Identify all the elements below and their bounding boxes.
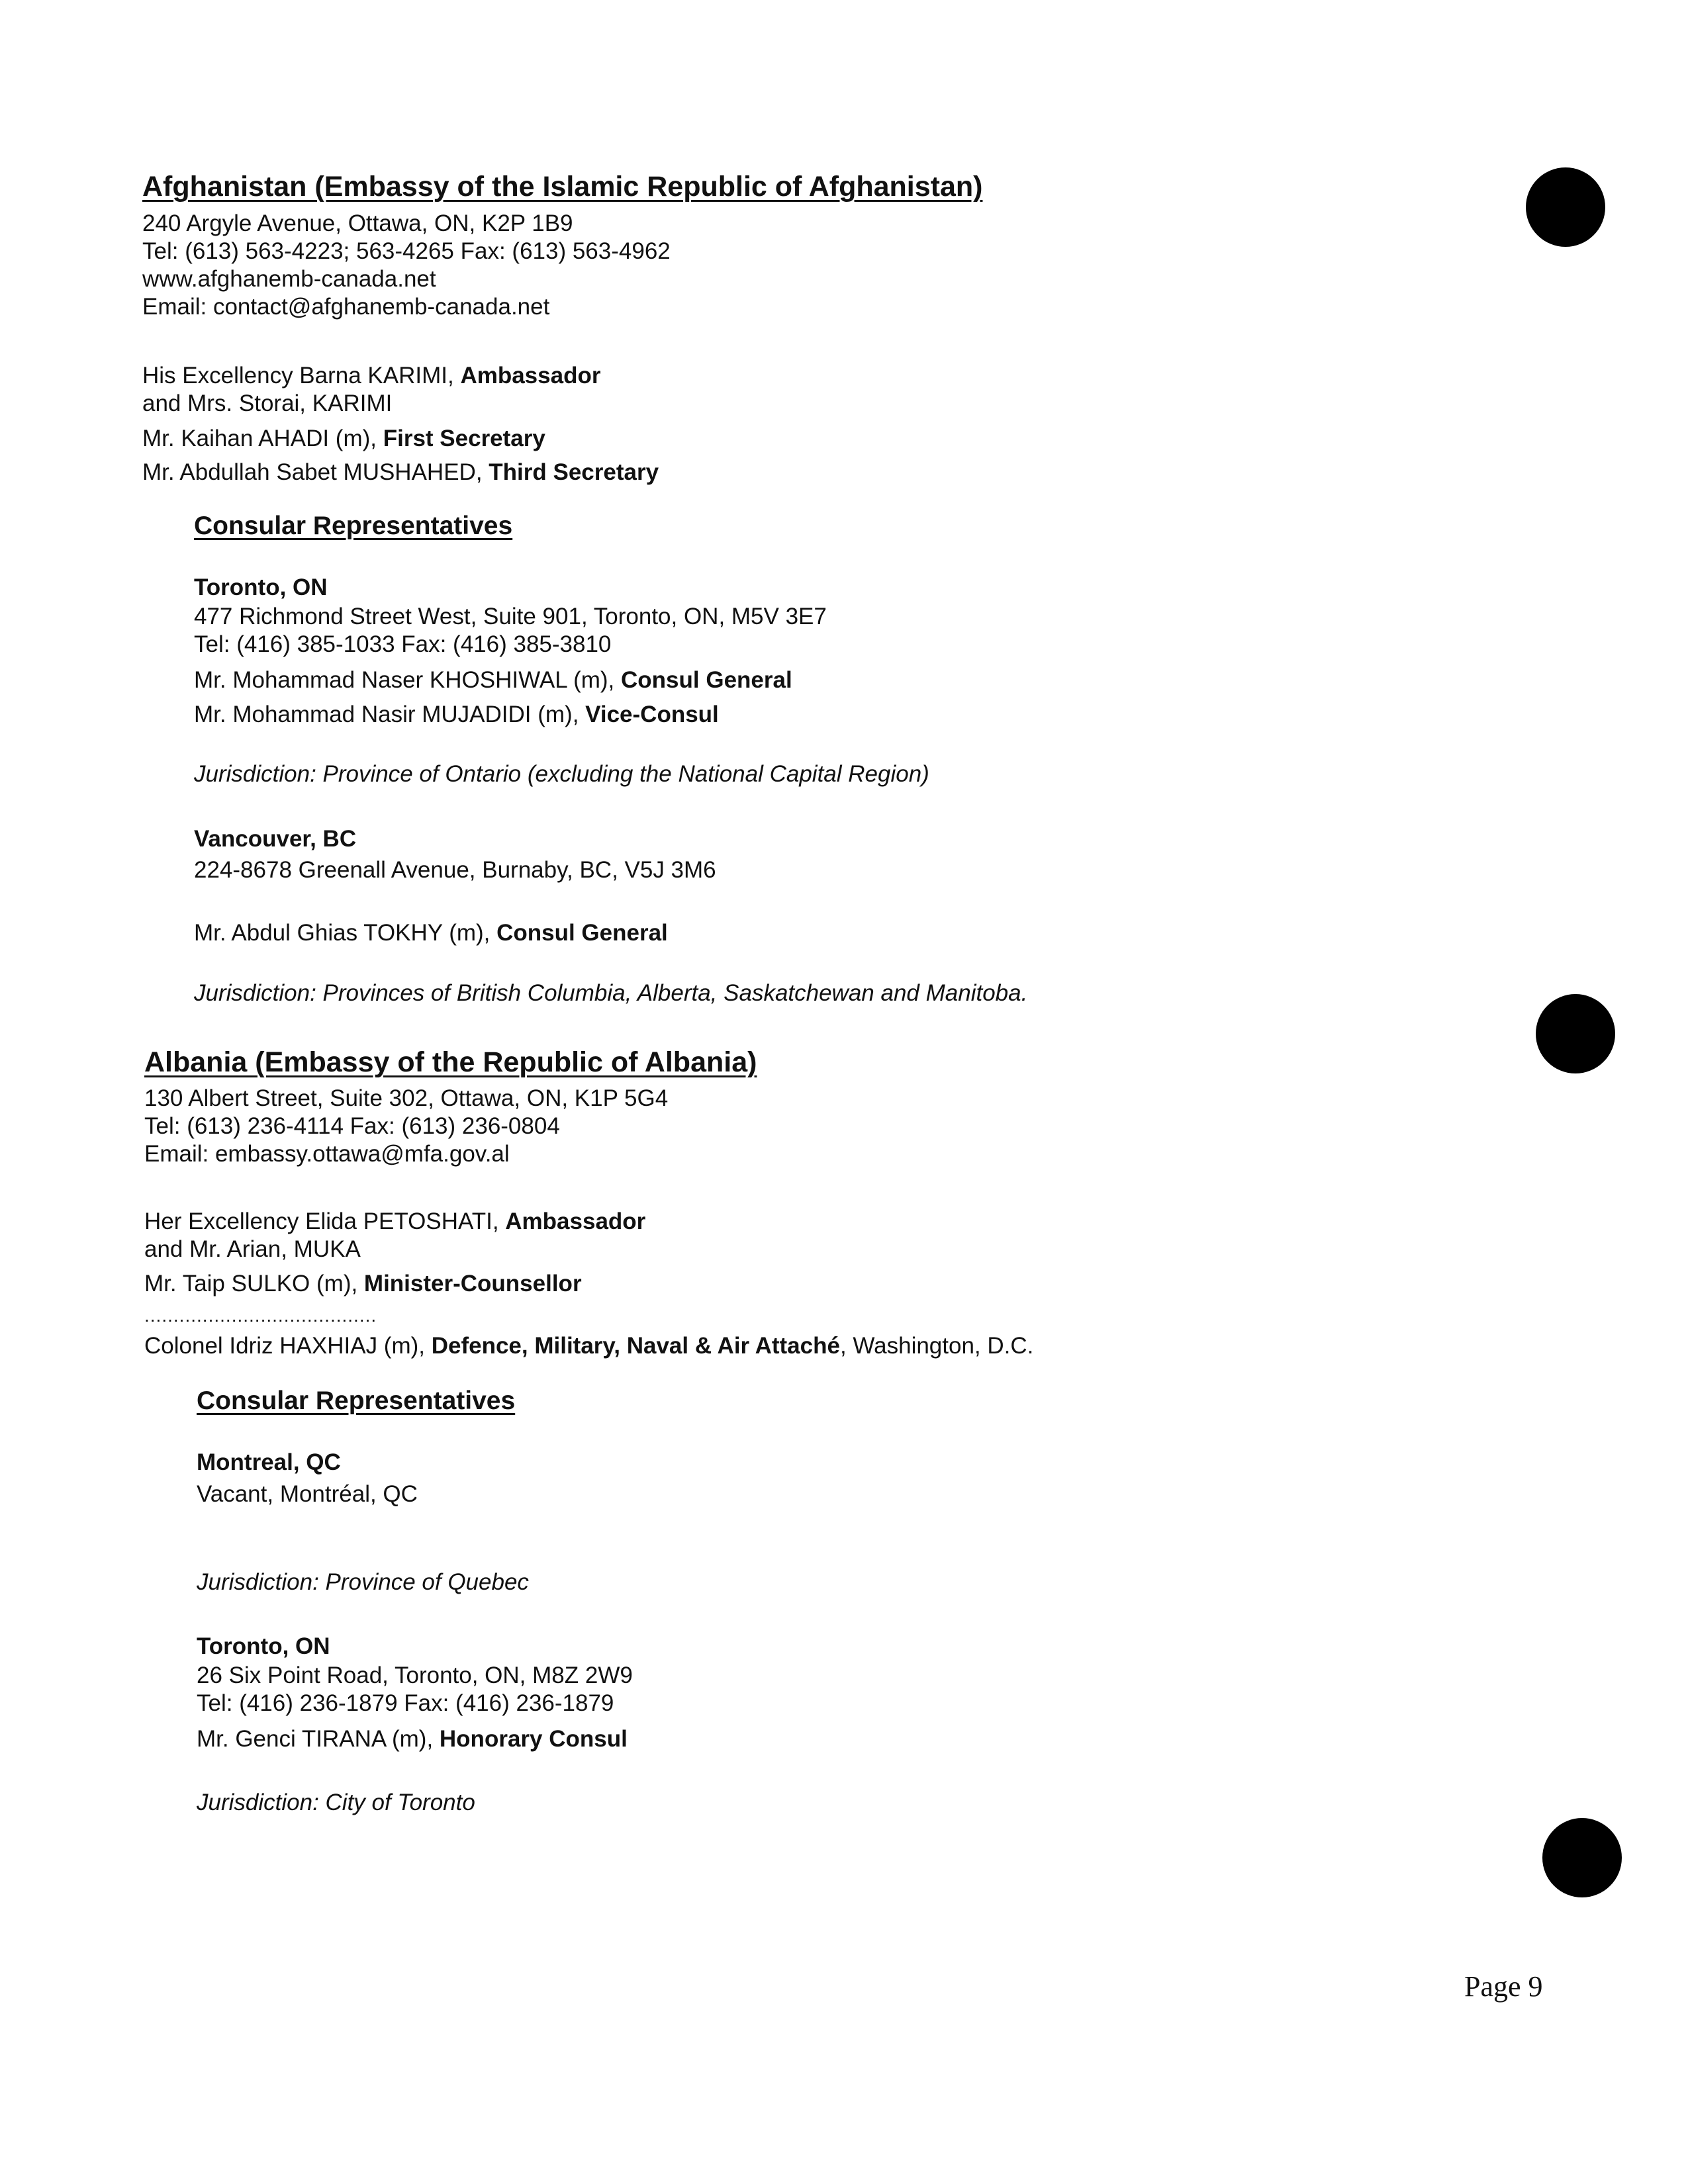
- afghanistan-consular-heading: Consular Representatives: [194, 512, 513, 540]
- afghanistan-toronto-staff-row: [194, 701, 719, 729]
- albania-toronto-city: Toronto, ON: [197, 1633, 330, 1659]
- afghanistan-staff-row: [142, 390, 392, 418]
- staff-name: Mr. Mohammad Naser KHOSHIWAL (m),: [194, 667, 622, 693]
- albania-email[interactable]: Email: embassy.ottawa@mfa.gov.al: [144, 1141, 510, 1167]
- afghanistan-staff-row: [142, 425, 545, 453]
- albania-montreal-jurisdiction: Jurisdiction: Province of Quebec: [197, 1569, 529, 1595]
- afghanistan-vancouver-jurisdiction: Jurisdiction: Provinces of British Columbia, Alberta, Saskatchewan and Manitoba.: [194, 980, 1028, 1006]
- staff-name: Mr. Genci TIRANA (m),: [197, 1726, 440, 1752]
- afghanistan-toronto-address: 477 Richmond Street West, Suite 901, Toronto, ON, M5V 3E7: [194, 604, 827, 629]
- staff-title: First Secretary: [383, 426, 545, 451]
- staff-title: Minister-Counsellor: [363, 1271, 582, 1297]
- staff-name: His Excellency Barna KARIMI,: [142, 363, 461, 388]
- albania-toronto-tel: Tel: (416) 236-1879 Fax: (416) 236-1879: [197, 1690, 614, 1716]
- albania-toronto-staff-row: [197, 1725, 628, 1753]
- albania-address: 130 Albert Street, Suite 302, Ottawa, ON, K1P 5G4: [144, 1085, 669, 1111]
- punch-hole-top: [1526, 167, 1605, 247]
- albania-montreal-city: Montreal, QC: [197, 1449, 341, 1475]
- afghanistan-toronto-jurisdiction: Jurisdiction: Province of Ontario (excluding the National Capital Region): [194, 761, 929, 787]
- staff-name: Mr. Kaihan AHADI (m),: [142, 426, 383, 451]
- staff-title: Honorary Consul: [439, 1726, 628, 1752]
- albania-staff-row: [144, 1270, 582, 1298]
- afghanistan-heading: Afghanistan (Embassy of the Islamic Republic of Afghanistan): [142, 171, 983, 203]
- page-number: Page 9: [1464, 1970, 1543, 2003]
- staff-title: Defence, Military, Naval & Air Attaché: [431, 1333, 840, 1359]
- afghanistan-vancouver-staff-row: [194, 919, 668, 947]
- albania-tel: Tel: (613) 236-4114 Fax: (613) 236-0804: [144, 1113, 560, 1139]
- staff-name: Mr. Mohammad Nasir MUJADIDI (m),: [194, 702, 586, 727]
- staff-title: Consul General: [621, 667, 792, 693]
- afghanistan-staff-row: [142, 459, 659, 486]
- afghanistan-toronto-tel: Tel: (416) 385-1033 Fax: (416) 385-3810: [194, 631, 612, 657]
- afghanistan-vancouver-address: 224-8678 Greenall Avenue, Burnaby, BC, V5J 3M6: [194, 857, 716, 883]
- staff-name: Mr. Abdullah Sabet MUSHAHED,: [142, 459, 489, 485]
- staff-name: and Mr. Arian, MUKA: [144, 1236, 361, 1262]
- afghanistan-email[interactable]: Email: contact@afghanemb-canada.net: [142, 294, 550, 320]
- staff-title: Consul General: [496, 920, 668, 946]
- albania-toronto-address: 26 Six Point Road, Toronto, ON, M8Z 2W9: [197, 1662, 633, 1688]
- albania-heading: Albania (Embassy of the Republic of Albania): [144, 1046, 757, 1078]
- afghanistan-website[interactable]: www.afghanemb-canada.net: [142, 266, 436, 292]
- albania-montreal-address: Vacant, Montréal, QC: [197, 1481, 418, 1507]
- afghanistan-address: 240 Argyle Avenue, Ottawa, ON, K2P 1B9: [142, 210, 573, 236]
- staff-name: Mr. Abdul Ghias TOKHY (m),: [194, 920, 497, 946]
- afghanistan-tel: Tel: (613) 563-4223; 563-4265 Fax: (613) 563-4962: [142, 238, 671, 264]
- afghanistan-staff-row: [142, 362, 600, 390]
- staff-title: Vice-Consul: [585, 702, 719, 727]
- staff-title: Third Secretary: [489, 459, 659, 485]
- albania-toronto-jurisdiction: Jurisdiction: City of Toronto: [197, 1790, 475, 1815]
- albania-staff-row: [144, 1236, 361, 1263]
- staff-name: and Mrs. Storai, KARIMI: [142, 390, 393, 416]
- staff-location: , Washington, D.C.: [839, 1333, 1034, 1359]
- afghanistan-toronto-staff-row: [194, 666, 792, 694]
- afghanistan-vancouver-city: Vancouver, BC: [194, 826, 357, 852]
- albania-attache-row: [144, 1332, 1033, 1360]
- afghanistan-toronto-city: Toronto, ON: [194, 574, 328, 600]
- staff-title: Ambassador: [505, 1208, 646, 1234]
- albania-staff-row: [144, 1208, 645, 1236]
- punch-hole-bottom: [1542, 1818, 1622, 1897]
- punch-hole-middle: [1536, 994, 1615, 1073]
- staff-name: Her Excellency Elida PETOSHATI,: [144, 1208, 506, 1234]
- staff-title: Ambassador: [460, 363, 601, 388]
- staff-name: Colonel Idriz HAXHIAJ (m),: [144, 1333, 432, 1359]
- albania-dotted-separator: ........................................: [144, 1305, 377, 1326]
- staff-name: Mr. Taip SULKO (m),: [144, 1271, 364, 1297]
- albania-consular-heading: Consular Representatives: [197, 1387, 516, 1415]
